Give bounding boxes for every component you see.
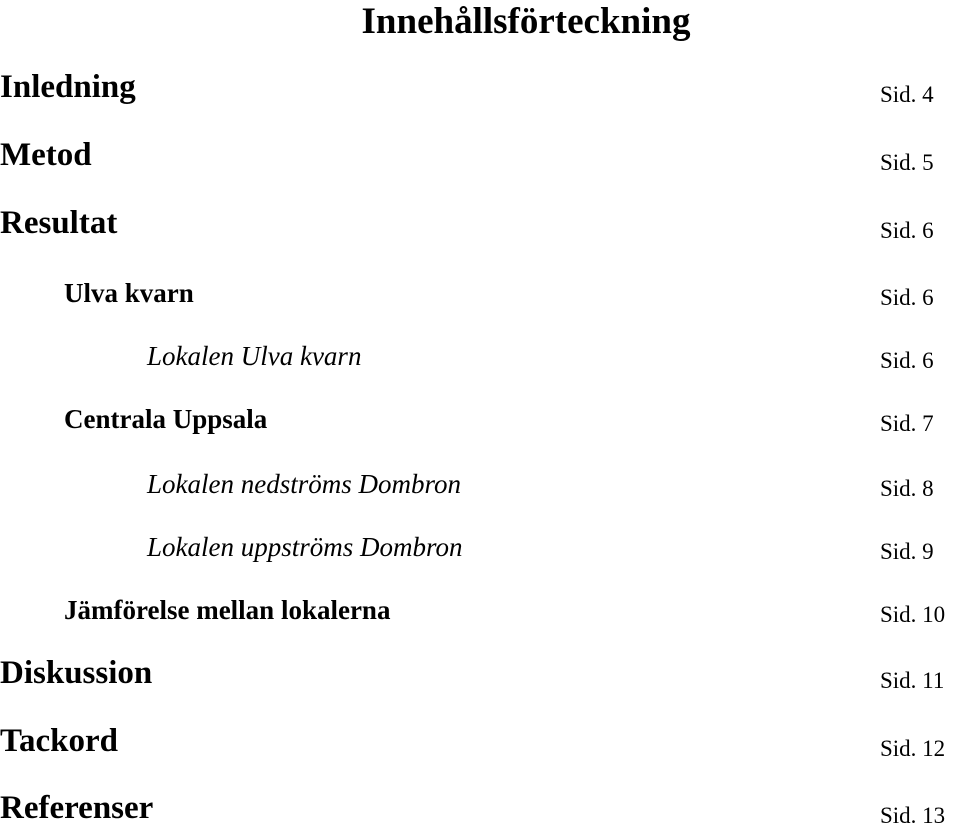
toc-page-number: Sid. 6 [880,285,934,310]
toc-row-lokalen-ulva-kvarn[interactable] [0,336,960,376]
toc-label: Lokalen uppströms Dombron [147,532,463,562]
toc-label: Resultat [0,205,118,241]
toc-row-metod[interactable] [0,138,960,178]
toc-label: Lokalen Ulva kvarn [147,341,362,371]
toc-row-lokalen-uppstroms-dombron[interactable] [0,527,960,567]
toc-page-number: Sid. 7 [880,411,934,436]
toc-label: Metod [0,137,92,173]
toc-row-lokalen-nedstroms-dombron[interactable] [0,464,960,504]
page-title: Innehållsförteckning [361,1,691,42]
toc-label: Diskussion [0,655,153,691]
toc-page-number: Sid. 6 [880,348,934,373]
toc-page-number: Sid. 10 [880,602,946,627]
toc-row-resultat[interactable] [0,206,960,246]
toc-page-number: Sid. 6 [880,218,934,243]
toc-row-centrala-uppsala[interactable] [0,399,960,439]
toc-row-tackord[interactable] [0,724,960,764]
toc-row-referenser[interactable] [0,791,960,831]
toc-label: Inledning [0,69,136,105]
toc-page-number: Sid. 8 [880,476,934,501]
toc-row-jamforelse[interactable] [0,590,960,630]
toc-page-number: Sid. 4 [880,82,934,107]
toc-label: Ulva kvarn [64,278,194,308]
toc-label: Tackord [0,723,118,759]
toc-label: Jämförelse mellan lokalerna [64,595,391,625]
toc-page-number: Sid. 12 [880,736,946,761]
toc-page-number: Sid. 9 [880,539,934,564]
toc-label: Centrala Uppsala [64,404,268,434]
toc-page-number: Sid. 13 [880,803,946,828]
toc-row-diskussion[interactable] [0,656,960,696]
toc-page-number: Sid. 11 [880,668,945,693]
toc-label: Lokalen nedströms Dombron [147,469,461,499]
toc-row-ulva-kvarn[interactable] [0,273,960,313]
toc-row-inledning[interactable] [0,70,960,110]
toc-label: Referenser [0,790,154,826]
toc-page-number: Sid. 5 [880,150,934,175]
